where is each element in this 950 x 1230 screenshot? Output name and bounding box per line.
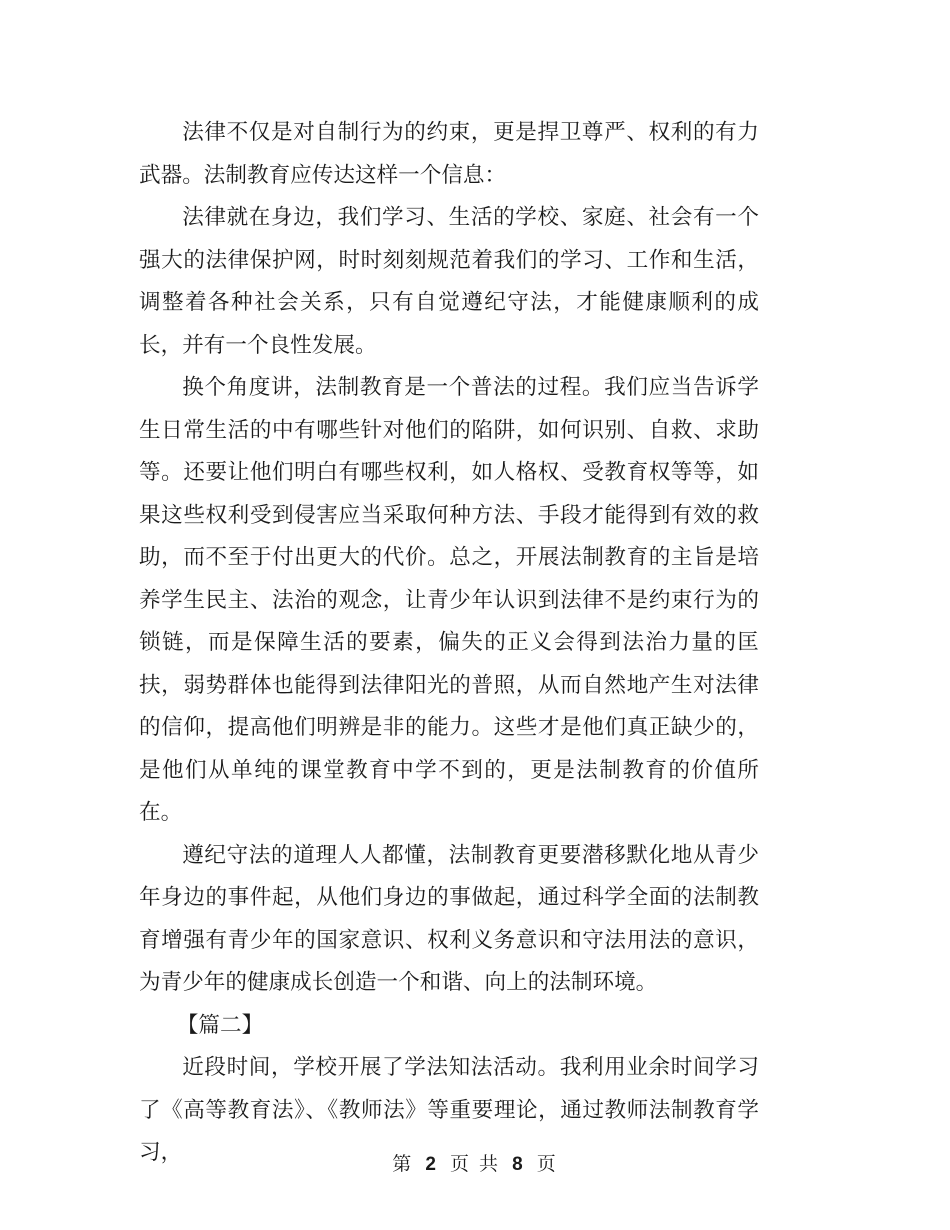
paragraph-law-around-us: 法律就在身边，我们学习、生活的学校、家庭、社会有一个强大的法律保护网，时时刻刻规范着我们的学习、工作和生活，调整着各种社会关系，只有自觉遵纪守法，才能健康顺利的成长，并有一个良性发展。 xyxy=(139,205,759,358)
paragraph-recent-activity: 近段时间，学校开展了学法知法活动。我利用业余时间学习了《高等教育法》、《教师法》等重要理论，通过教师法制教育学习， xyxy=(139,1055,759,1165)
paragraph-legal-education-process: 换个角度讲，法制教育是一个普法的过程。我们应当告诉学生日常生活的中有哪些针对他们的陷阱，如何识别、自救、求助等。还要让他们明白有哪些权利，如人格权、受教育权等等，如果这些权利受到侵害应当采取何种方法、手段才能得到有效的救助，而不至于付出更大的代价。总之，开展法制教育的主旨是培养学生民主、法治的观念，让青少年认识到法律不是约束行为的锁链，而是保障生活的要素，偏失的正义会得到法治力量的匡扶，弱势群体也能得到法律阳光的普照，从而自然地产生对法律的信仰，提高他们明辨是非的能力。这些才是他们真正缺少的，是他们从单纯的课堂教育中学不到的，更是法制教育的价值所在。 xyxy=(139,375,759,825)
footer-middle: 页 共 xyxy=(449,1153,501,1175)
footer-current-page: 2 xyxy=(425,1154,438,1175)
footer-total-pages: 8 xyxy=(512,1154,525,1175)
page-footer xyxy=(0,1150,950,1179)
paragraph-law-protects-dignity: 法律不仅是对自制行为的约束，更是捍卫尊严、权利的有力武器。法制教育应传达这样一个信息： xyxy=(139,120,759,188)
footer-suffix: 页 xyxy=(536,1153,558,1175)
paragraph-healthy-growth: 遵纪守法的道理人人都懂，法制教育更要潜移默化地从青少年身边的事件起，从他们身边的事做起，通过科学全面的法制教育增强有青少年的国家意识、权利义务意识和守法用法的意识，为青少年的健康成长创造一个和谐、向上的法制环境。 xyxy=(139,842,759,995)
footer-prefix: 第 xyxy=(392,1153,414,1175)
document-body xyxy=(139,112,759,1175)
section-heading: 【篇二】 xyxy=(176,1012,264,1038)
